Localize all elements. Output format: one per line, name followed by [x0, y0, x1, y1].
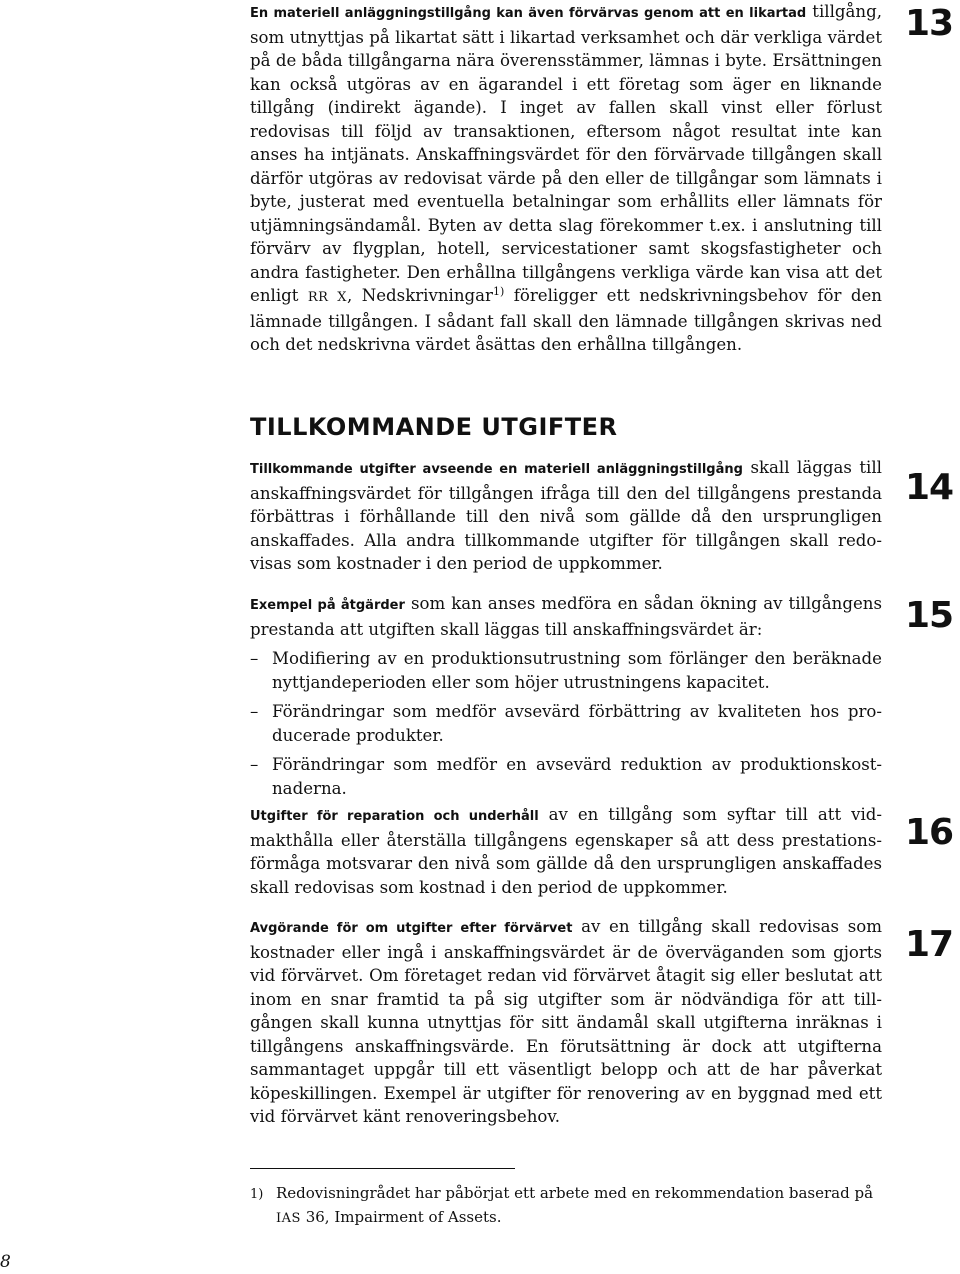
dash-marker: –: [250, 702, 259, 721]
section-number-15: 15: [905, 595, 954, 636]
rr-reference: RR X: [307, 290, 347, 305]
paragraph-13: [250, 0, 882, 357]
paragraph-15-lead: Exempel på åtgärder: [250, 598, 405, 613]
paragraph-13-lead: En materiell anläggningstillgång kan även förvärvas genom att en likartad: [250, 6, 807, 21]
paragraph-16-lead: Utgifter för reparation och underhåll: [250, 809, 539, 824]
footnote-reference: 1): [493, 285, 505, 298]
list-item-text: Modifiering av en produktionsutrustning som förlänger den beräknade nyttjandeperioden eller som höjer utrustningens kapacitet.: [272, 649, 882, 692]
section-number-14: 14: [905, 467, 954, 508]
paragraph-14-lead: Tillkommande utgifter avseende en materiell anläggningstillgång: [250, 462, 743, 477]
list-item-text: Förändringar som medför en avsevärd reduktion av produktionskostnaderna.: [272, 755, 882, 798]
paragraph-14: [250, 456, 882, 576]
paragraph-17: [250, 915, 882, 1129]
section-number-13: 13: [905, 3, 954, 44]
paragraph-13-body-a: tillgång, som utnyttjas på likartat sätt i likartad verksamhet och där verkliga värdet på de båda tillgångarna nära överensstämmer, lämnas i byte. Ersättningen kan också utgöras av en ägarandel i ett företag som äger en liknande tillgång (indirekt ägande). I inget av fallen skall vinst eller förlust redovisas till följd av transaktionen, eftersom något resultat inte kan anses ha intjänats. Anskaffningsvärdet för den förvärvade tillgången skall därför utgöras av redovisat värde på den eller de tillgångar som lämnats i byte, justerat med eventuella betalningar som erhållits eller lämnats för utjämningsändamål. Byten av detta slag förekommer t.ex. i anslutning till förvärv av flygplan, hotell, servicestationer samt skogsfastigheter och andra fastigheter. Den erhållna tillgångens verkliga värde kan visa att det enligt: [250, 2, 882, 305]
list-item-text: Förändringar som medför avsevärd förbättring av kvaliteten hos producerade produkter.: [272, 702, 882, 745]
footnote-rule: [250, 1168, 515, 1169]
paragraph-15: [250, 592, 882, 806]
section-number-16: 16: [905, 812, 954, 853]
dash-marker: –: [250, 649, 259, 668]
footnote-text-2: 36, Impairment of Assets.: [300, 1208, 502, 1226]
dash-marker: –: [250, 755, 259, 774]
footnote-line-2: [250, 1206, 890, 1230]
paragraph-17-body: av en tillgång skall redovisas som kostnader eller ingå i anskaffningsvärdet är de överväganden som gjorts vid förvärvet. Om företaget redan vid förvärvet åtagit sig eller beslutat att inom en snar framtid ta på sig utgifter som är nödvändiga för att tillgången skall kunna utnyttjas för sitt ändamål skall utgifterna inräknas i tillgångens anskaffningsvärde. En förutsättning är dock att utgifterna sammantaget uppgår till ett väsentligt belopp och att de har påverkat köpeskillingen. Exempel är utgifter för renovering av en byggnad med ett vid förvärvet känt renoveringsbehov.: [250, 917, 882, 1126]
page-number: 8: [0, 1252, 11, 1272]
action-list: [250, 647, 882, 800]
paragraph-16-text: [250, 803, 882, 899]
paragraph-15-text: [250, 592, 882, 641]
paragraph-16: [250, 803, 882, 899]
paragraph-13-text: [250, 0, 882, 357]
footnote-text: Redovisningrådet har påbörjat ett arbete med en rekommendation baserad på: [276, 1184, 874, 1202]
list-item: [250, 647, 882, 694]
section-heading: TILLKOMMANDE UTGIFTER: [250, 413, 618, 441]
list-item: [250, 700, 882, 747]
ias-reference: IAS: [276, 1211, 301, 1226]
section-number-17: 17: [905, 924, 954, 965]
paragraph-17-text: [250, 915, 882, 1129]
paragraph-17-lead: Avgörande för om utgifter efter förvärvet: [250, 921, 573, 936]
footnote: [250, 1182, 890, 1230]
list-item: [250, 753, 882, 800]
paragraph-13-body-c: föreligger ett nedskrivningsbehov för den lämnade tillgången. I sådant fall skall den lämnade tillgången skrivas ned och det nedskrivna värdet åsättas den erhållna tillgången.: [250, 286, 882, 354]
paragraph-13-body-b: , Nedskrivningar: [347, 286, 493, 305]
paragraph-14-body: skall läggas till anskaffningsvärdet för tillgången ifråga till den del tillgångens prestanda förbättras i förhållande till den nivå som gällde då den ursprungligen anskaffades. Alla andra tillkommande utgifter för tillgången skall redovisas som kostnader i den period de uppkommer.: [250, 458, 882, 573]
footnote-mark: 1): [250, 1187, 264, 1202]
footnote-line-1: [250, 1182, 890, 1206]
paragraph-16-body: av en tillgång som syftar till att vidmakthålla eller återställa tillgångens egenskaper så att dess prestationsförmåga motsvarar den nivå som gällde då den ursprungligen anskaffades skall redovisas som kostnad i den period de uppkommer.: [250, 805, 882, 897]
paragraph-15-body: som kan anses medföra en sådan ökning av tillgångens prestanda att utgiften skall läggas till anskaffningsvärdet är:: [250, 594, 882, 639]
paragraph-14-text: [250, 456, 882, 576]
